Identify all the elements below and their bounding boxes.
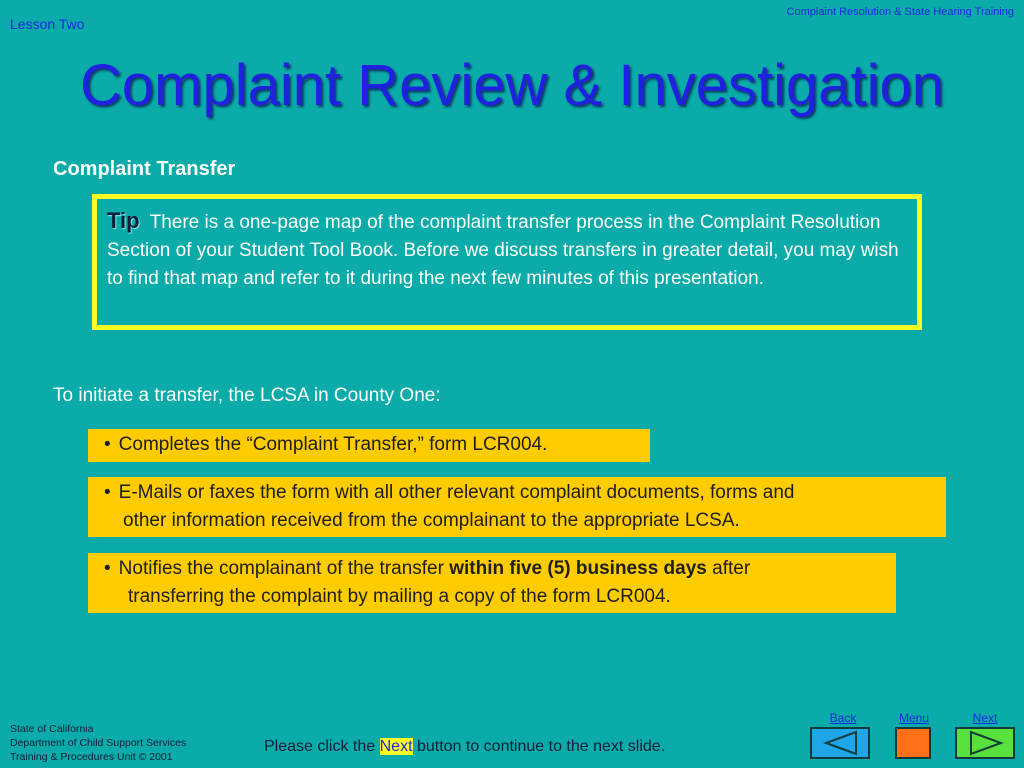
bullet-emphasis: within five (5) business days (449, 558, 707, 579)
bullet-notify (88, 553, 896, 613)
tip-label: Tip (107, 208, 140, 233)
bullet-text-continued: transferring the complaint by mailing a copy of the form LCR004. (128, 586, 671, 607)
tip-content (97, 199, 917, 325)
back-button[interactable] (810, 727, 870, 759)
menu-link[interactable]: Menu (898, 711, 930, 725)
bullet-email-fax (88, 477, 946, 537)
menu-square-icon (897, 729, 929, 757)
next-link[interactable]: Next (972, 711, 998, 725)
tip-text: There is a one-page map of the complaint transfer process in the Complaint Resolution Section of your Student Tool Book. Before we discuss transfers in greater detail, you may wish to find that map and refer to it during the next few minutes of this presentation. (107, 212, 899, 289)
next-highlight: Next (379, 738, 413, 755)
bullet-text-continued: other information received from the complainant to the appropriate LCSA. (123, 510, 740, 531)
menu-button[interactable] (895, 727, 931, 759)
bullet-complete-form (88, 429, 650, 462)
page-title: Complaint Review & Investigation (80, 53, 944, 118)
bullet-dot: • (104, 482, 111, 503)
bullet-text: Completes the “Complaint Transfer,” form LCR004. (118, 434, 548, 455)
back-link[interactable]: Back (829, 711, 857, 725)
footer-msg-after: button to continue to the next slide. (412, 738, 666, 755)
next-button[interactable] (955, 727, 1015, 759)
bullet-text: Notifies the complainant of the transfer (118, 558, 450, 579)
lesson-label: Lesson Two (10, 16, 85, 32)
footer-organization (10, 722, 186, 764)
footer-org-line: Training & Procedures Unit © 2001 (10, 751, 173, 763)
bullet-dot: • (104, 434, 111, 455)
bullet-text-after: after (706, 558, 751, 579)
intro-text: To initiate a transfer, the LCSA in County One: (53, 385, 441, 406)
tip-box (92, 194, 922, 330)
section-title: Complaint Transfer (53, 158, 236, 180)
footer-org-line: Department of Child Support Services (10, 737, 187, 749)
footer-org-line: State of California (10, 723, 94, 735)
arrow-right-icon (957, 729, 1013, 757)
course-title: Complaint Resolution & State Hearing Training (786, 6, 1014, 18)
bullet-dot: • (104, 558, 111, 579)
footer-msg-before: Please click the (264, 738, 380, 755)
footer-instruction (264, 738, 665, 756)
arrow-left-icon (812, 729, 868, 757)
bullet-text: E-Mails or faxes the form with all other relevant complaint documents, forms and (118, 482, 795, 503)
